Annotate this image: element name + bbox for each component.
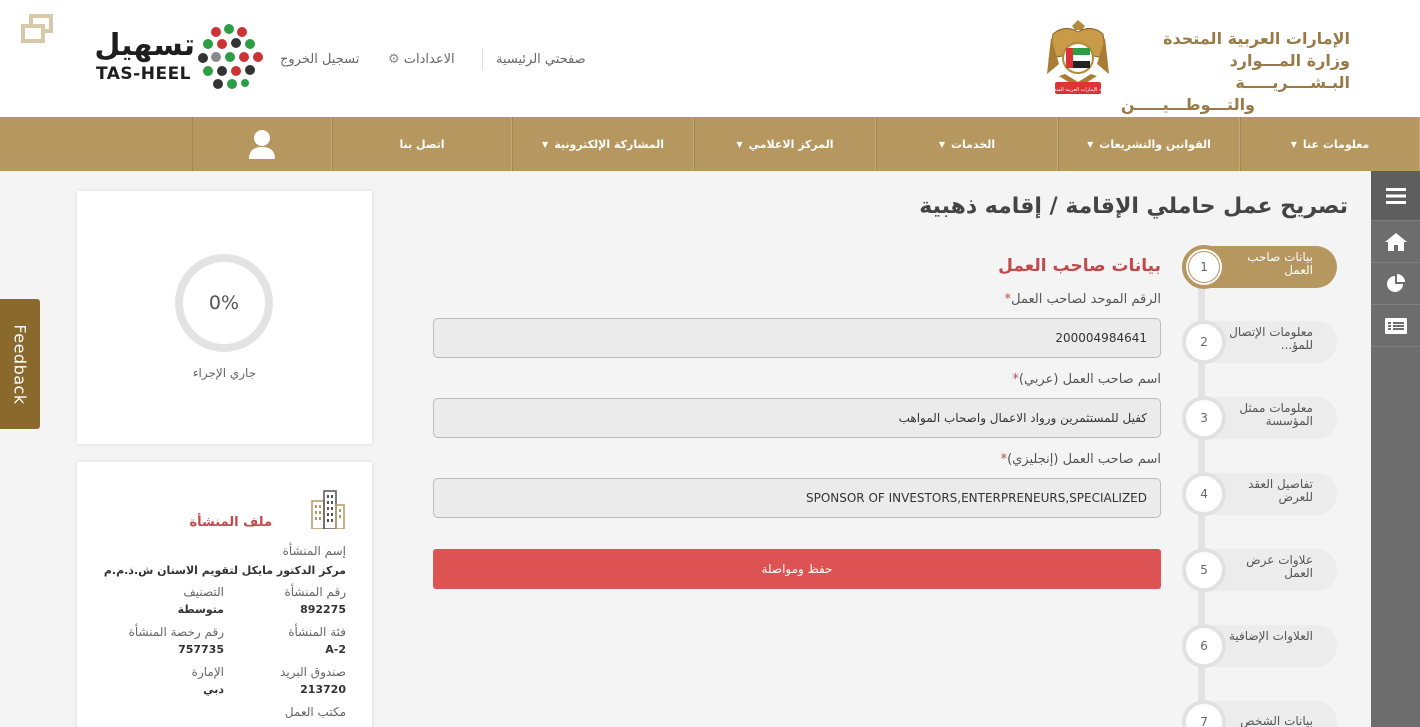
field-label-text: اسم صاحب العمل (عربي) [1018,372,1161,387]
step-label: تفاصيل العقد للعرض [1248,477,1313,504]
company-class-value: متوسطة [177,603,224,616]
required-mark: * [1012,372,1019,387]
company-emirate-label: الإمارة [191,665,224,679]
step-label: بيانات صاحب العمل [1247,250,1313,277]
nav-label: المركز الاعلامي [748,137,834,151]
pie-chart-icon [1386,274,1406,294]
nav-item-laws[interactable] [1058,117,1240,171]
user-menu[interactable] [192,117,332,171]
company-class-label: التصنيف [183,585,224,599]
nav-item-contact[interactable] [332,117,512,171]
uae-emblem-icon [1045,16,1111,98]
home-icon [1385,233,1407,251]
caret-down-icon: ▼ [1290,139,1297,149]
nav-label: معلومات عنا [1302,137,1370,151]
step-5[interactable] [1182,549,1337,591]
field-label-text: الرقم الموحد لصاحب العمل [1011,292,1161,307]
brand-name-en: TAS-HEEL [96,64,192,84]
employer-name-ar-input[interactable] [433,398,1161,438]
page-header [0,0,1420,117]
tasheel-logo-icon [198,24,268,90]
nav-item-services[interactable] [876,117,1058,171]
step-number: 3 [1182,396,1226,440]
ministry-line2: وزارة المـــوارد البـشــــريـــــة [1229,51,1350,92]
building-icon [308,489,346,529]
step-3[interactable] [1182,397,1337,439]
company-category-label: فئة المنشأة [288,625,346,639]
progress-status: جاري الإجراء [192,366,257,380]
step-number: 5 [1182,548,1226,592]
step-number: 6 [1182,624,1226,668]
step-1[interactable] [1182,246,1337,288]
nav-label: القوانين والتشريعات [1099,137,1211,151]
employer-name-en-input[interactable] [433,478,1161,518]
nav-item-media[interactable] [694,117,876,171]
sidebar-home-button[interactable] [1371,221,1420,263]
sidebar-list-button[interactable] [1371,305,1420,347]
logout-link[interactable]: تسجيل الخروج [280,52,360,67]
ministry-name [1118,28,1350,116]
step-label: علاوات عرض العمل [1246,553,1313,580]
company-name-label: إسم المنشأة [282,544,346,558]
ministry-line3: والتـــوطـــيـــــن [1120,95,1255,114]
employer-name-ar-label [700,372,1161,387]
company-office-label: مكتب العمل [284,705,346,719]
nav-item-participation[interactable] [512,117,694,171]
employer-id-input[interactable] [433,318,1161,358]
company-number-label: رقم المنشأة [284,585,346,599]
list-icon [1385,318,1407,334]
feedback-tab[interactable] [0,299,40,429]
employer-name-en-label [700,452,1161,467]
nav-label: الخدمات [950,137,996,151]
required-mark: * [1004,292,1012,307]
step-label: العلاوات الإضافية [1229,629,1313,643]
section-title: بيانات صاحب العمل [998,256,1161,276]
company-emirate-value: دبي [203,683,224,696]
save-continue-button[interactable]: حفظ ومواصلة [433,549,1161,589]
sidebar-reports-button[interactable] [1371,263,1420,305]
settings-link[interactable] [388,52,455,67]
home-link[interactable]: صفحتي الرئيسية [496,52,586,67]
gear-icon: ⚙ [388,52,400,67]
required-mark: * [1000,452,1008,467]
caret-down-icon: ▼ [1087,139,1094,149]
progress-percent: 0% [208,292,240,314]
ministry-line1: الإمارات العربية المتحدة [1163,29,1350,48]
feedback-label: Feedback [10,323,30,405]
company-profile-card [77,462,372,727]
brand-name-ar: تسهيل [94,28,195,63]
step-number: 4 [1182,472,1226,516]
emblem-text: دولة الإمارات العربية المتحدة [1047,87,1109,93]
window-restore-icon[interactable] [20,14,54,44]
nav-item-about[interactable] [1240,117,1420,171]
right-sidebar [1371,171,1420,727]
step-6[interactable] [1182,625,1337,667]
header-divider [482,48,483,70]
page-title: تصريح عمل حاملي الإقامة / إقامه ذهبية [919,194,1348,219]
company-number-value: 892275 [300,603,346,616]
caret-down-icon: ▼ [736,139,743,149]
company-name-value: مركز الدكتور مايكل لتقويم الاسنان ش.ذ.م.م [103,564,346,577]
user-icon [249,129,275,159]
step-7[interactable] [1182,701,1337,727]
progress-card [77,191,372,444]
nav-label: اتصل بنا [399,137,445,151]
nav-spacer [0,117,192,171]
nav-label: المشاركة الإلكترونية [554,137,664,151]
step-2[interactable] [1182,321,1337,363]
settings-label: الاعدادات [403,52,455,67]
step-number: 1 [1182,245,1226,289]
step-number: 2 [1182,320,1226,364]
step-number: 7 [1182,700,1226,727]
step-label: بيانات الشخص [1240,714,1313,727]
step-label: معلومات الإتصال للمؤ... [1229,325,1313,352]
company-license-value: 757735 [178,643,224,656]
company-category-value: A-2 [325,643,346,656]
menu-toggle-button[interactable] [1371,171,1420,221]
step-label: معلومات ممثل المؤسسة [1239,401,1313,428]
company-pobox-label: صندوق البريد [280,665,346,679]
caret-down-icon: ▼ [542,139,549,149]
step-4[interactable] [1182,473,1337,515]
company-license-label: رقم رخصة المنشأة [128,625,224,639]
employer-id-label [700,292,1161,307]
caret-down-icon: ▼ [938,139,945,149]
main-nav [0,117,1420,171]
company-pobox-value: 213720 [300,683,346,696]
field-label-text: اسم صاحب العمل (إنجليزي) [1007,452,1161,467]
company-card-title: ملف المنشأة [189,515,272,530]
hamburger-icon [1386,188,1406,204]
